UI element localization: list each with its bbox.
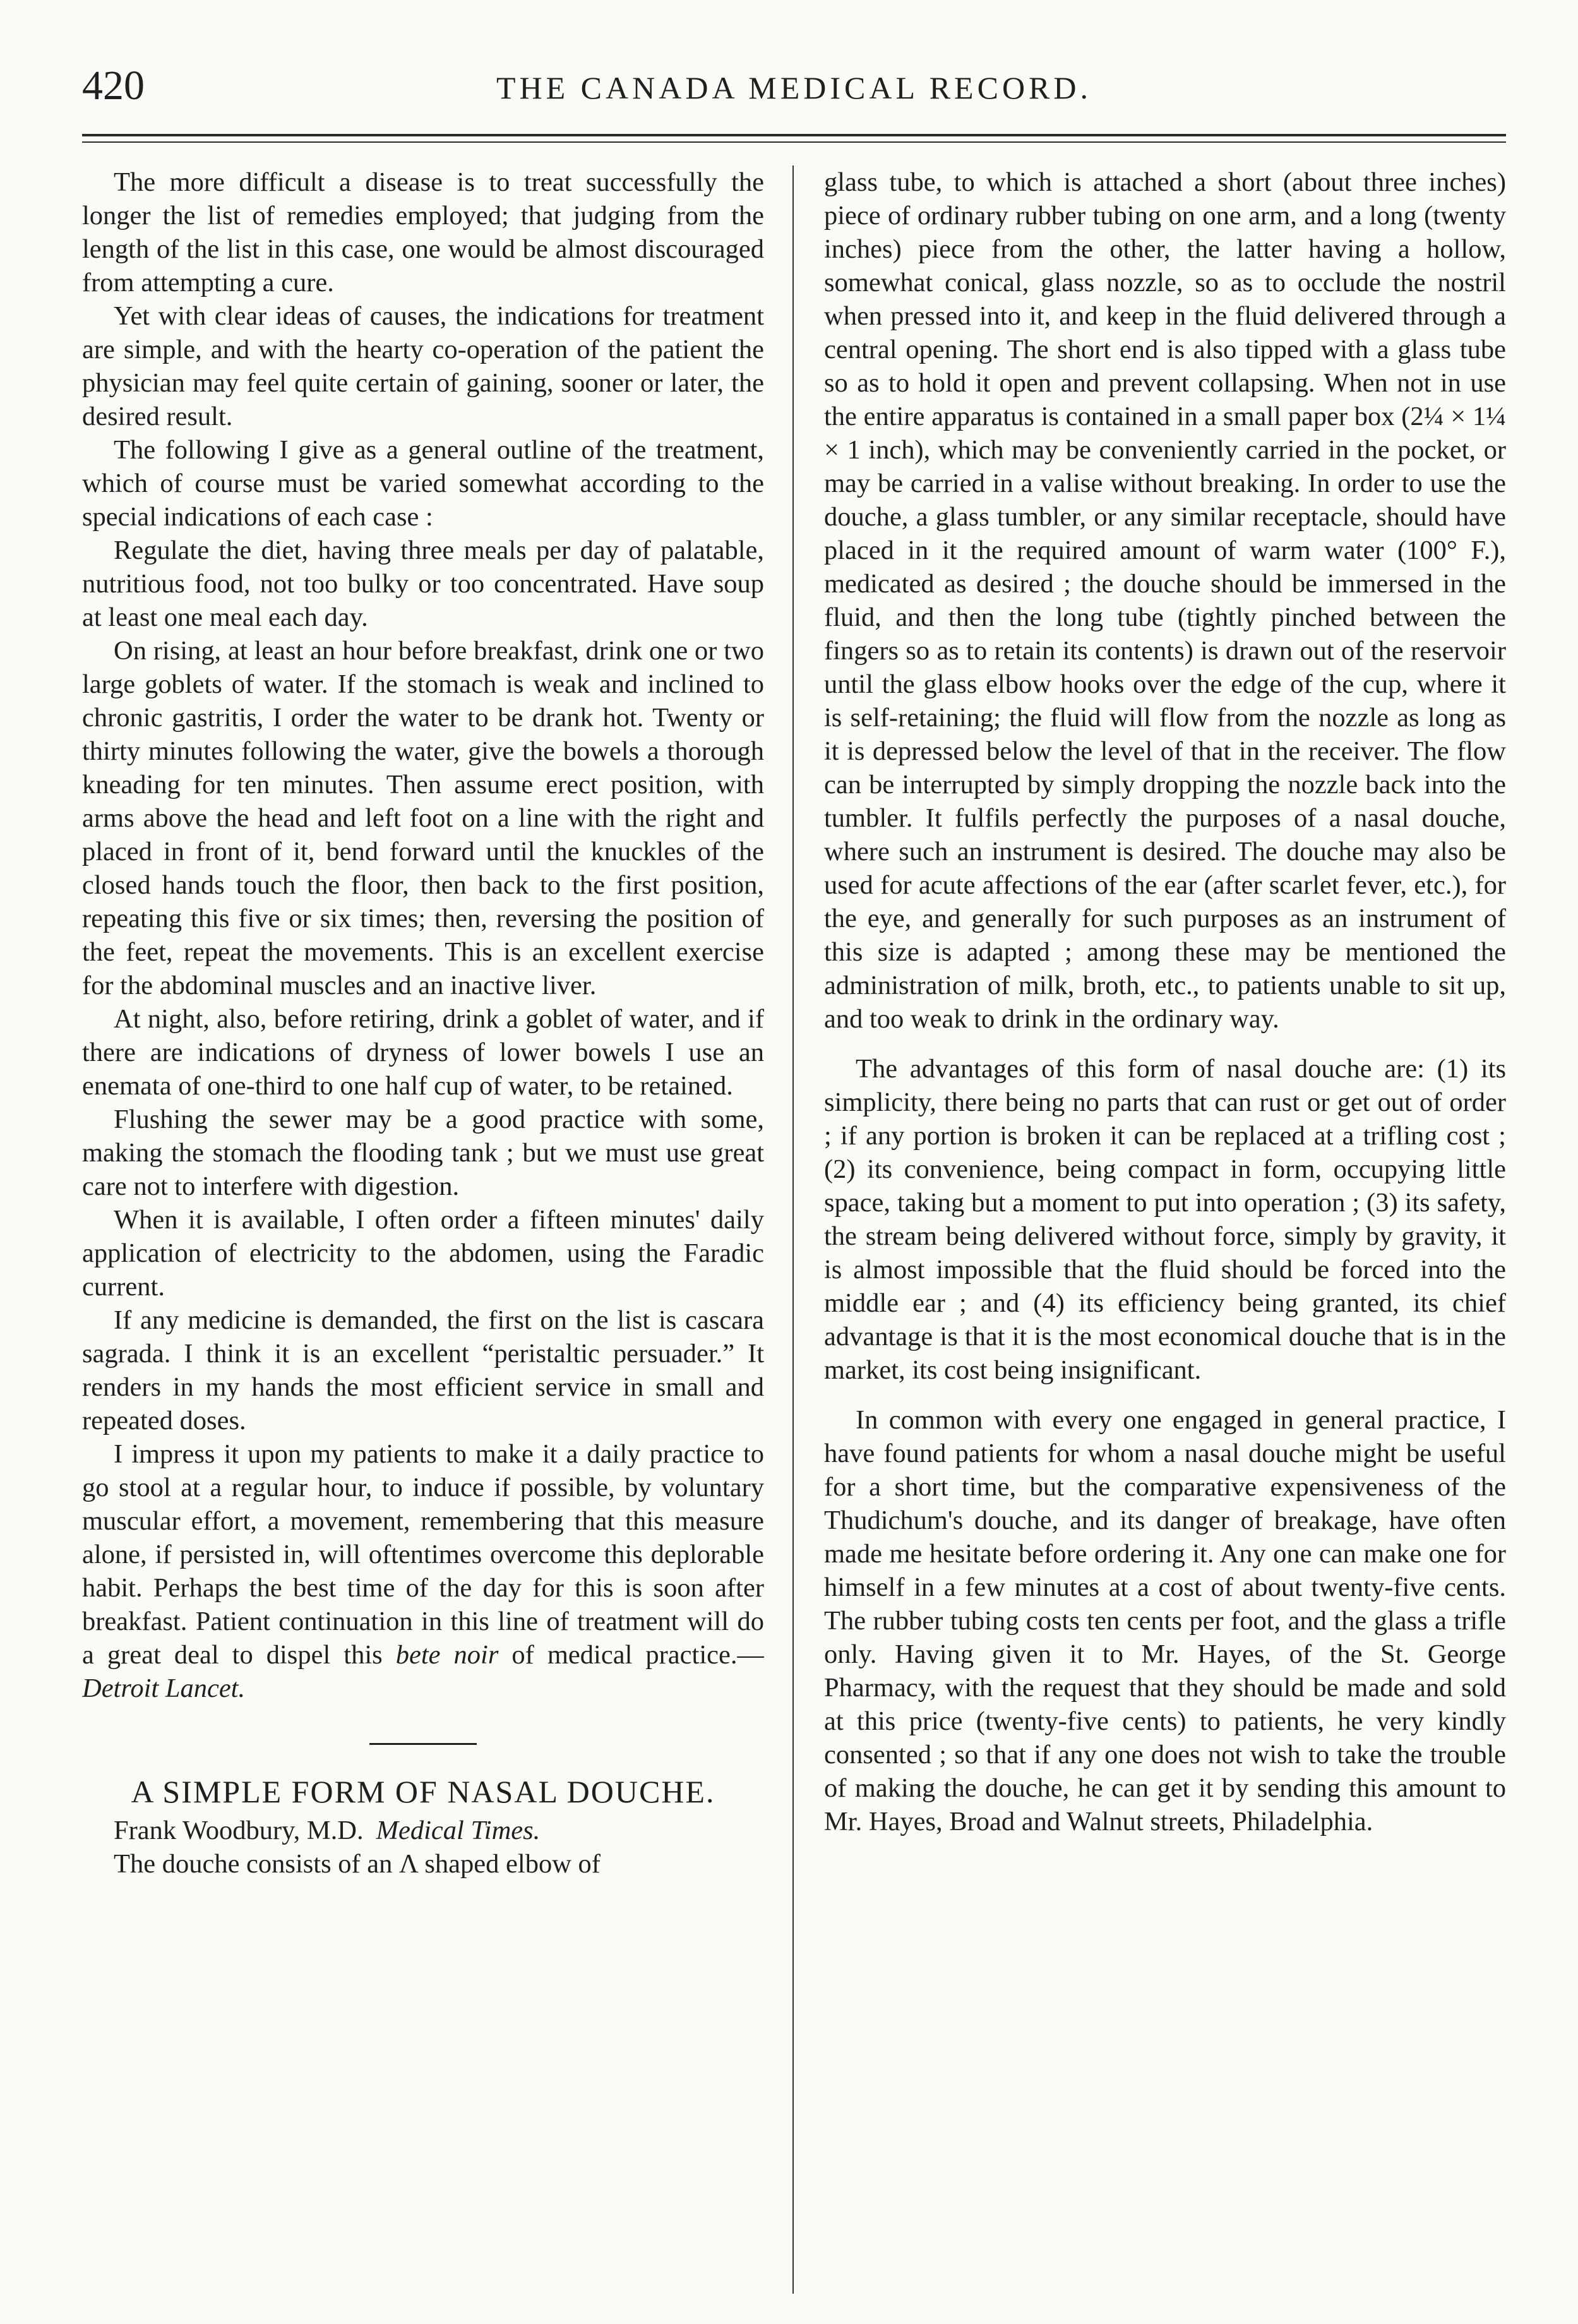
section-separator (369, 1743, 477, 1745)
right-paragraph-2: The advantages of this form of nasal douche are: (1) its simplicity, there being no parts that can rust or get out of order ; if any portion is broken it can be replaced at a trifling cost ; (2) its convenience, being compact in form, occupying little space, taking but a moment to put into operation ; (3) its safety, the stream being delivered without force, simply by gravity, it is almost impossible that the fluid should be forced into the middle ear ; and (4) its efficiency being granted, its chief advantage is that it is the most economical douche that is in the market, its cost being insignificant. (824, 1054, 1506, 1385)
left-closing-line: The douche consists of an Λ shaped elbow of (114, 1849, 601, 1879)
article-byline (82, 1814, 764, 1847)
left-paragraph-1: The more difficult a disease is to treat successfully the longer the list of remedies employed; that judging from the length of the list in this case, one would be almost discouraged from attempting a cure. (82, 167, 764, 297)
column-divider (792, 165, 794, 2294)
page-header (82, 62, 1506, 112)
left-paragraph-4: Regulate the diet, having three meals per day of palatable, nutritious food, not too bulky or too concentrated. Have soup at least one meal each day. (82, 536, 764, 632)
right-paragraph-3: In common with every one engaged in general practice, I have found patients for whom a nasal douche might be useful for a short time, but the comparative expensiveness of the Thudichum's douche, and its danger of breakage, have often made me hesitate before ordering it. Any one can make one for himself in a few minutes at a cost of about twenty-five cents. The rubber tubing costs ten cents per foot, and the glass a trifle only. Having given it to Mr. Hayes, of the St. George Pharmacy, with the request that they should be made and sold at this price (twenty-five cents) to patients, he very kindly consented ; so that if any one does not wish to take the trouble of making the douche, he can get it by sending this amount to Mr. Hayes, Broad and Walnut streets, Philadelphia. (824, 1405, 1506, 1836)
italic-bete-noir: bete noir (395, 1640, 499, 1670)
header-rule-top (82, 134, 1506, 136)
journal-title: THE CANADA MEDICAL RECORD. (496, 70, 1092, 105)
left-paragraph-10 (82, 1437, 764, 1705)
right-paragraph-1: glass tube, to which is attached a short (about three inches) piece of ordinary rubber tubing on one arm, and a long (twenty inches) piece from the other, the latter having a hollow, somewhat conical, glass nozzle, so as to occlude the nostril when pressed into it, and keep in the fluid delivered through a central opening. The short end is also tipped with a glass tube so as to hold it open and prevent collapsing. When not in use the entire apparatus is contained in a small paper box (2¼ × 1¼ × 1 inch), which may be conveniently carried in the pocket, or may be carried in a valise without breaking. In order to use the douche, a glass tumbler, or any similar receptacle, should have placed in it the required amount of warm water (100° F.), medicated as desired ; the douche should be immersed in the fluid, and then the long tube (tightly pinched between the fingers so as to retain its contents) is drawn out of the reservoir until the glass elbow hooks over the edge of the cup, where it is self-retaining; the fluid will flow from the nozzle as long as it is depressed below the level of that in the receiver. The flow can be interrupted by simply dropping the nozzle back into the tumbler. It fulfils perfectly the purposes of a nasal douche, where such an instrument is desired. The douche may also be used for acute affections of the ear (after scarlet fever, etc.), for the eye, and generally for such purposes as an instrument of this size is adapted ; among these may be mentioned the administration of milk, broth, etc., to patients unable to sit up, and too weak to drink in the ordinary way. (824, 167, 1506, 1034)
left-column (82, 165, 764, 2300)
left-paragraph-3: The following I give as a general outline of the treatment, which of course must be varied somewhat according to the special indications of each case : (82, 435, 764, 532)
left-paragraph-5: On rising, at least an hour before breakfast, drink one or two large goblets of water. If the stomach is weak and inclined to chronic gastritis, I order the water to be drank hot. Twenty or thirty minutes following the water, give the bowels a thorough kneading for ten minutes. Then assume erect position, with arms above the head and left foot on a line with the right and placed in front of it, bend forward until the knuckles of the closed hands touch the floor, then back to the first position, repeating this five or six times; then, reversing the position of the feet, repeat the movements. This is an excellent exercise for the abdominal muscles and an inactive liver. (82, 636, 764, 1000)
left-paragraph-8: When it is available, I often order a fifteen minutes' daily application of electricity to the abdomen, using the Faradic current. (82, 1205, 764, 1302)
page-number: 420 (82, 63, 145, 109)
byline-author: Frank Woodbury, M.D. (114, 1816, 364, 1845)
header-rule-bottom (82, 141, 1506, 143)
citation-text: of medical practice.— (498, 1640, 764, 1670)
byline-source: Medical Times. (376, 1816, 541, 1845)
left-paragraph-6: At night, also, before retiring, drink a goblet of water, and if there are indications of dryness of lower bowels I use an enemata of one-third to one half cup of water, to be retained. (82, 1004, 764, 1101)
left-paragraph-2: Yet with clear ideas of causes, the indications for treatment are simple, and with the hearty co-operation of the patient the physician may feel quite certain of gaining, sooner or later, the desired result. (82, 301, 764, 431)
left-paragraph-9: If any medicine is demanded, the first on the list is cascara sagrada. I think it is an excellent “peristaltic persuader.” It renders in my hands the most efficient service in small and repeated doses. (82, 1305, 764, 1435)
left-paragraph-7: Flushing the sewer may be a good practice with some, making the stomach the flooding tank ; but we must use great care not to interfere with digestion. (82, 1105, 764, 1201)
citation-source: Detroit Lancet. (82, 1674, 246, 1703)
right-column (824, 165, 1506, 2300)
article-heading: A SIMPLE FORM OF NASAL DOUCHE. (131, 1774, 715, 1809)
left-paragraph-10-text: I impress it upon my patients to make it a daily practice to go stool at a regular hour, to induce if possible, by voluntary muscular effort, a movement, remembering that this measure alone, if persisted in, will oftentimes overcome this deplorable habit. Perhaps the best time of the day for this is soon after breakfast. Patient continuation in this line of treatment will do a great deal to dispel this (82, 1439, 764, 1670)
